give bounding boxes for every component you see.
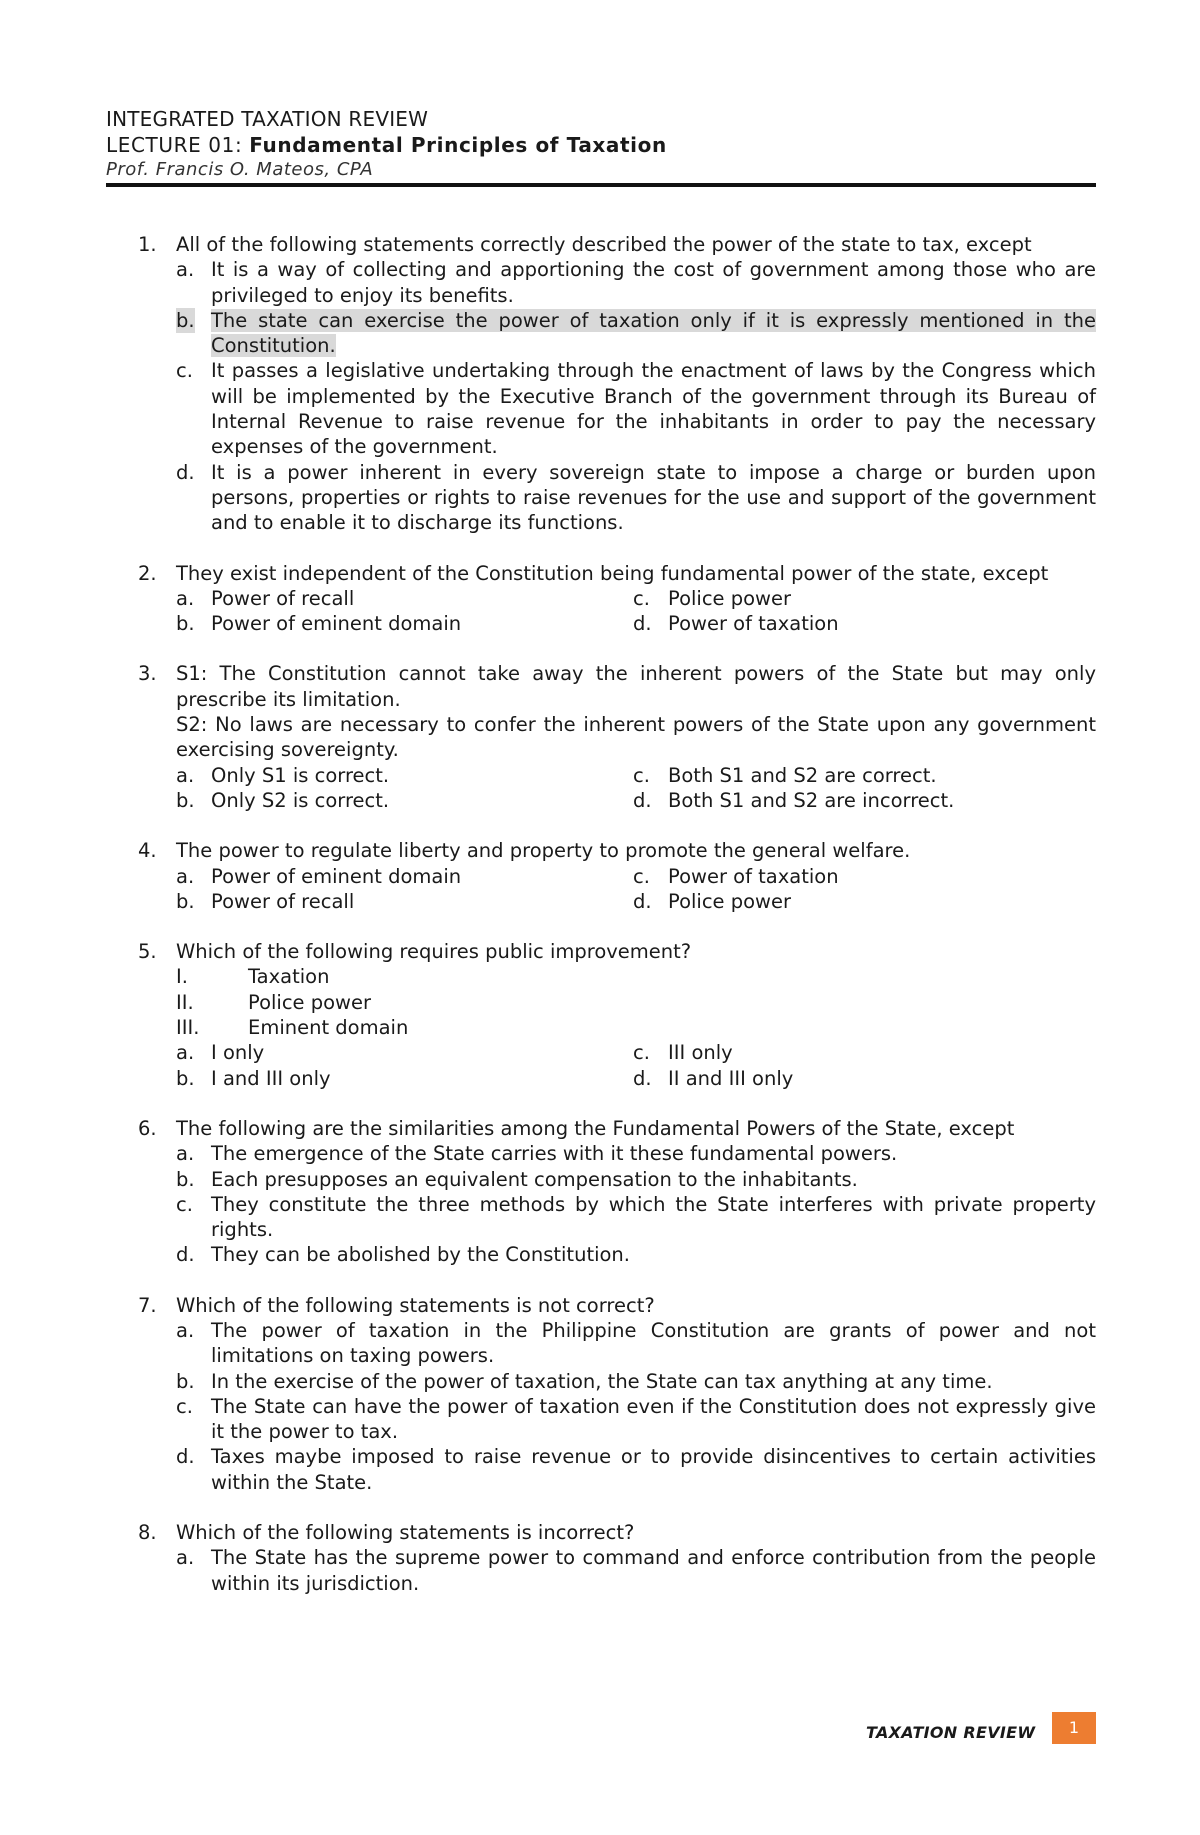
lecture-title — [106, 132, 1096, 158]
option-text: Police power — [668, 889, 792, 913]
footer-label: TAXATION REVIEW — [866, 1723, 1036, 1742]
option-text: Only S1 is correct. — [211, 763, 390, 787]
option-letter: a. — [176, 1041, 195, 1065]
option-b — [138, 788, 633, 813]
option-text: Both S1 and S2 are correct. — [668, 763, 937, 787]
question-text: Which of the following statements is not correct? — [176, 1293, 655, 1317]
option-letter: a. — [176, 1142, 195, 1166]
question-stem — [138, 1520, 1096, 1545]
question-stem — [138, 661, 1096, 712]
option-text: Taxes maybe imposed to raise revenue or to provide disincentives to certain activities within the State. — [211, 1445, 1096, 1494]
option-text: Power of taxation — [668, 612, 839, 636]
option-letter: c. — [176, 1394, 193, 1418]
statement-s1: S1: The Constitution cannot take away the inherent powers of the State but may only prescribe its limitation. — [176, 662, 1096, 711]
question-text: They exist independent of the Constitution being fundamental power of the state, except — [176, 561, 1049, 585]
professor-name: Prof. Francis O. Mateos, CPA — [106, 159, 374, 180]
option-letter: c. — [176, 359, 193, 383]
option-text: It is a way of collecting and apportioning the cost of government among those who are privileged to enjoy its benefits. — [211, 258, 1096, 307]
question-6 — [138, 1116, 1096, 1268]
roman-numeral: II. — [176, 990, 194, 1014]
option-c — [138, 1192, 1096, 1243]
option-c — [138, 1394, 1096, 1445]
roman-text: Eminent domain — [248, 1016, 409, 1040]
option-grid — [138, 763, 1096, 814]
option-c — [633, 864, 1096, 889]
option-text: The State can have the power of taxation even if the Constitution does not expressly give it the power to tax. — [211, 1394, 1096, 1444]
question-stem-2 — [138, 712, 1096, 763]
option-text: I only — [211, 1041, 265, 1065]
question-8 — [138, 1520, 1096, 1596]
option-grid — [138, 1040, 1096, 1091]
option-text: It is a power inherent in every sovereign state to impose a charge or burden upon persons, properties or rights to raise revenues for the use and support of the government and to enable it to discharge its functions. — [211, 460, 1096, 535]
question-4 — [138, 838, 1096, 914]
option-c — [633, 586, 1096, 611]
question-number: 1. — [138, 233, 157, 256]
lecture-prefix: LECTURE 01: — [106, 133, 243, 157]
option-letter: d. — [633, 612, 652, 636]
statement-s2: S2: No laws are necessary to confer the inherent powers of the State upon any government exercising sovereignty. — [176, 713, 1096, 762]
roman-text: Taxation — [248, 965, 330, 989]
question-text: The power to regulate liberty and property to promote the general welfare. — [176, 839, 911, 863]
option-letter: b. — [176, 1369, 195, 1393]
question-number: 5. — [138, 940, 157, 964]
course-title: INTEGRATED TAXATION REVIEW — [106, 107, 429, 131]
option-letter: c. — [176, 1192, 193, 1216]
question-2 — [138, 561, 1096, 637]
option-text: Power of recall — [211, 586, 355, 610]
question-number: 4. — [138, 839, 157, 863]
option-d — [633, 788, 1096, 813]
question-stem — [138, 838, 1096, 863]
option-text: It passes a legislative undertaking through the enactment of laws by the Congress which will be implemented by the Executive Branch of the government through its Bureau of Internal Revenue to raise revenue for the inhabitants in order to pay the necessary expenses of the government. — [211, 359, 1096, 459]
question-stem — [138, 939, 1096, 964]
option-letter: b. — [176, 1167, 195, 1191]
option-letter: a. — [176, 864, 195, 888]
option-text: The emergence of the State carries with it these fundamental powers. — [211, 1142, 898, 1166]
option-letter: c. — [633, 1041, 650, 1065]
option-letter: a. — [176, 1546, 195, 1570]
option-b — [138, 611, 633, 636]
option-text: The State has the supreme power to command and enforce contribution from the people within its jurisdiction. — [211, 1546, 1096, 1595]
question-number: 8. — [138, 1521, 157, 1545]
question-list — [138, 232, 1096, 1621]
option-letter: c. — [633, 763, 650, 787]
option-d — [633, 611, 1096, 636]
option-letter: b. — [176, 889, 195, 913]
question-number: 2. — [138, 561, 157, 585]
option-text: They can be abolished by the Constitution. — [211, 1243, 630, 1267]
question-5 — [138, 939, 1096, 1091]
option-letter: b. — [176, 308, 195, 332]
option-text: III only — [668, 1041, 733, 1065]
option-letter: a. — [176, 1318, 195, 1342]
option-d — [138, 1444, 1096, 1495]
option-letter: d. — [176, 1243, 195, 1267]
option-a — [138, 1545, 1096, 1596]
option-d — [138, 1242, 1096, 1267]
option-b — [138, 1066, 633, 1091]
option-letter: c. — [633, 864, 650, 888]
question-3 — [138, 661, 1096, 813]
option-letter: d. — [633, 1066, 652, 1090]
option-text: Power of eminent domain — [211, 864, 462, 888]
option-a — [138, 1040, 633, 1065]
option-d — [633, 1066, 1096, 1091]
option-b — [138, 889, 633, 914]
question-7 — [138, 1293, 1096, 1495]
option-letter: a. — [176, 586, 195, 610]
question-1 — [138, 232, 1096, 536]
option-text: I and III only — [211, 1066, 331, 1090]
option-grid — [138, 864, 1096, 915]
option-grid — [138, 586, 1096, 637]
option-a — [138, 1318, 1096, 1369]
option-a — [138, 586, 633, 611]
question-number: 6. — [138, 1116, 157, 1140]
option-b — [138, 1167, 1096, 1192]
roman-numeral: III. — [176, 1016, 200, 1040]
question-text: Which of the following requires public improvement? — [176, 940, 692, 964]
option-text: Power of eminent domain — [211, 612, 462, 636]
header-divider — [106, 183, 1096, 187]
option-text: Power of taxation — [668, 864, 839, 888]
roman-numeral: I. — [176, 965, 188, 989]
question-stem — [138, 1293, 1096, 1318]
option-a — [138, 763, 633, 788]
option-text: The power of taxation in the Philippine Constitution are grants of power and not limitations on taxing powers. — [211, 1318, 1096, 1368]
lecture-topic: Fundamental Principles of Taxation — [249, 133, 667, 157]
question-stem — [138, 561, 1096, 586]
option-letter: d. — [633, 788, 652, 812]
option-a — [138, 1141, 1096, 1166]
option-text-highlighted: The state can exercise the power of taxation only if it is expressly mentioned in the Constitution. — [211, 308, 1096, 358]
option-letter: d. — [176, 460, 195, 484]
option-c — [138, 358, 1096, 459]
question-stem — [138, 1116, 1096, 1141]
option-c — [633, 763, 1096, 788]
document-header — [106, 106, 1096, 182]
option-c — [633, 1040, 1096, 1065]
option-text: Both S1 and S2 are incorrect. — [668, 788, 955, 812]
question-stem — [138, 232, 1096, 257]
roman-item-1 — [138, 964, 1096, 989]
option-letter: b. — [176, 1066, 195, 1090]
question-text: Which of the following statements is incorrect? — [176, 1521, 635, 1545]
option-text: II and III only — [668, 1066, 794, 1090]
option-d — [633, 889, 1096, 914]
roman-item-2 — [138, 990, 1096, 1015]
option-letter: d. — [633, 889, 652, 913]
page-number-badge: 1 — [1052, 1712, 1096, 1744]
roman-text: Police power — [248, 990, 372, 1014]
option-d — [138, 460, 1096, 536]
question-number: 3. — [138, 662, 157, 686]
option-text: They constitute the three methods by which the State interferes with private property rights. — [211, 1192, 1096, 1242]
option-letter: b. — [176, 612, 195, 636]
question-text: The following are the similarities among the Fundamental Powers of the State, except — [176, 1116, 1015, 1140]
option-letter: d. — [176, 1445, 195, 1469]
option-text: In the exercise of the power of taxation, the State can tax anything at any time. — [211, 1369, 993, 1393]
option-letter: c. — [633, 586, 650, 610]
option-b — [138, 308, 1096, 359]
option-b — [138, 1369, 1096, 1394]
roman-item-3 — [138, 1015, 1096, 1040]
option-text: Each presupposes an equivalent compensation to the inhabitants. — [211, 1167, 858, 1191]
option-letter: b. — [176, 788, 195, 812]
option-text: Power of recall — [211, 889, 355, 913]
option-letter: a. — [176, 763, 195, 787]
option-a — [138, 864, 633, 889]
option-text: Only S2 is correct. — [211, 788, 390, 812]
option-letter: a. — [176, 258, 195, 282]
option-text: Police power — [668, 586, 792, 610]
question-number: 7. — [138, 1293, 157, 1317]
option-a — [138, 257, 1096, 308]
question-text: All of the following statements correctly described the power of the state to tax, except — [176, 233, 1032, 256]
